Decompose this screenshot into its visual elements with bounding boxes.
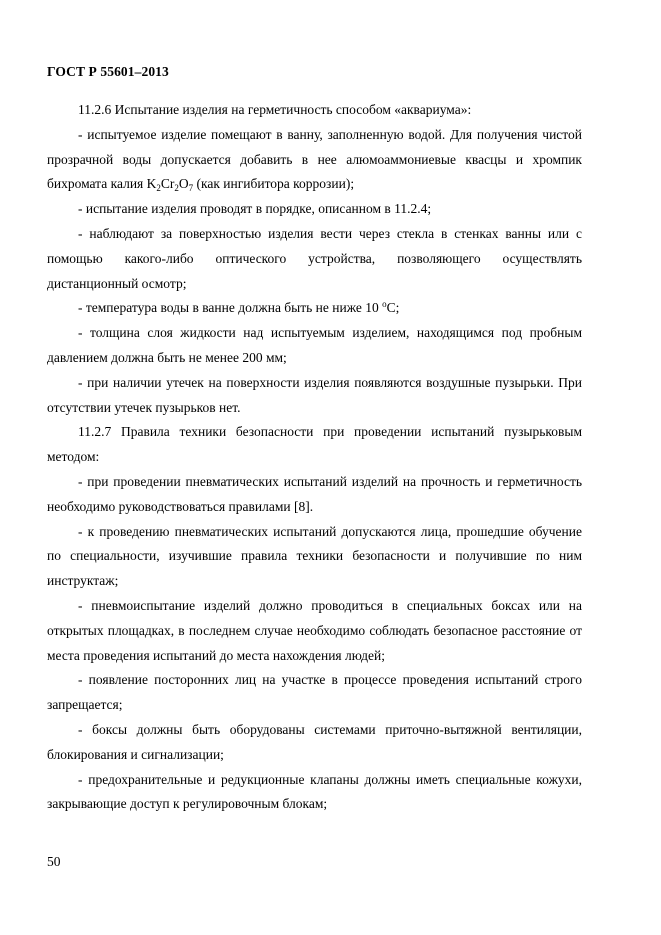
paragraph-boxes-location: - пневмоиспытание изделий должно проводиться в специальных боксах или на открытых площадках, в последнем случае необходимо соблюдать безопасное расстояние от места проведения испытаний до места нахождения людей; <box>47 597 582 663</box>
degree-symbol: o <box>382 299 387 310</box>
paragraph-immersion <box>47 123 582 197</box>
paragraph-immersion-text: - испытуемое изделие помещают в ванну, заполненную водой. Для получения чистой прозрачной воды допускается добавить в нее алюмоаммониевые квасцы и хромпик бихромата калия <box>47 126 582 192</box>
paragraph-rules: - при проведении пневматических испытаний изделий на прочность и герметичность необходимо руководствоваться правилами [8]. <box>47 473 582 514</box>
paragraph-11-2-6-title: 11.2.6 Испытание изделия на герметичность способом «аквариума»: <box>78 102 472 117</box>
paragraph-procedure: - испытание изделия проводят в порядке, описанном в 11.2.4; <box>78 201 432 217</box>
document-header: ГОСТ Р 55601–2013 <box>47 64 169 79</box>
chemical-formula: $K_2Cr_2O_7$ <box>146 176 194 194</box>
paragraph-temperature-unit: С; <box>386 300 400 316</box>
paragraph-bubbles: - при наличии утечек на поверхности изделия появляются воздушные пузырьки. При отсутствии утечек пузырьков нет. <box>47 374 582 415</box>
paragraph-immersion-tail: (как ингибитора коррозии); <box>193 176 355 192</box>
paragraph-temperature <box>47 296 582 321</box>
paragraph-personnel: - к проведению пневматических испытаний допускаются лица, прошедшие обучение по специальности, изучившие правила техники безопасности и получившие по ним инструктаж; <box>47 523 582 589</box>
paragraph-liquid-layer: - толщина слоя жидкости над испытуемым изделием, находящимся под пробным давлением должна быть не менее 200 мм; <box>47 325 582 365</box>
paragraph-ventilation: - боксы должны быть оборудованы системами приточно-вытяжной вентиляции, блокирования и сигнализации; <box>47 721 582 762</box>
document-body <box>47 98 582 817</box>
paragraph-outsiders: - появление посторонних лиц на участке в процессе проведения испытаний строго запрещается; <box>47 672 582 713</box>
paragraph-temperature-text: - температура воды в ванне должна быть не ниже 10 <box>78 300 383 316</box>
page-number: 50 <box>47 854 61 869</box>
paragraph-observation: - наблюдают за поверхностью изделия вести через стекла в стенках ванны или с помощью какого-либо оптического устройства, позволяющего осуществлять дистанционный осмотр; <box>47 225 582 291</box>
paragraph-valves: - предохранительные и редукционные клапаны должны иметь специальные кожухи, закрывающие доступ к регулировочным блокам; <box>47 771 582 812</box>
paragraph-11-2-7-title: 11.2.7 Правила техники безопасности при проведении испытаний пузырьковым методом: <box>47 424 582 465</box>
